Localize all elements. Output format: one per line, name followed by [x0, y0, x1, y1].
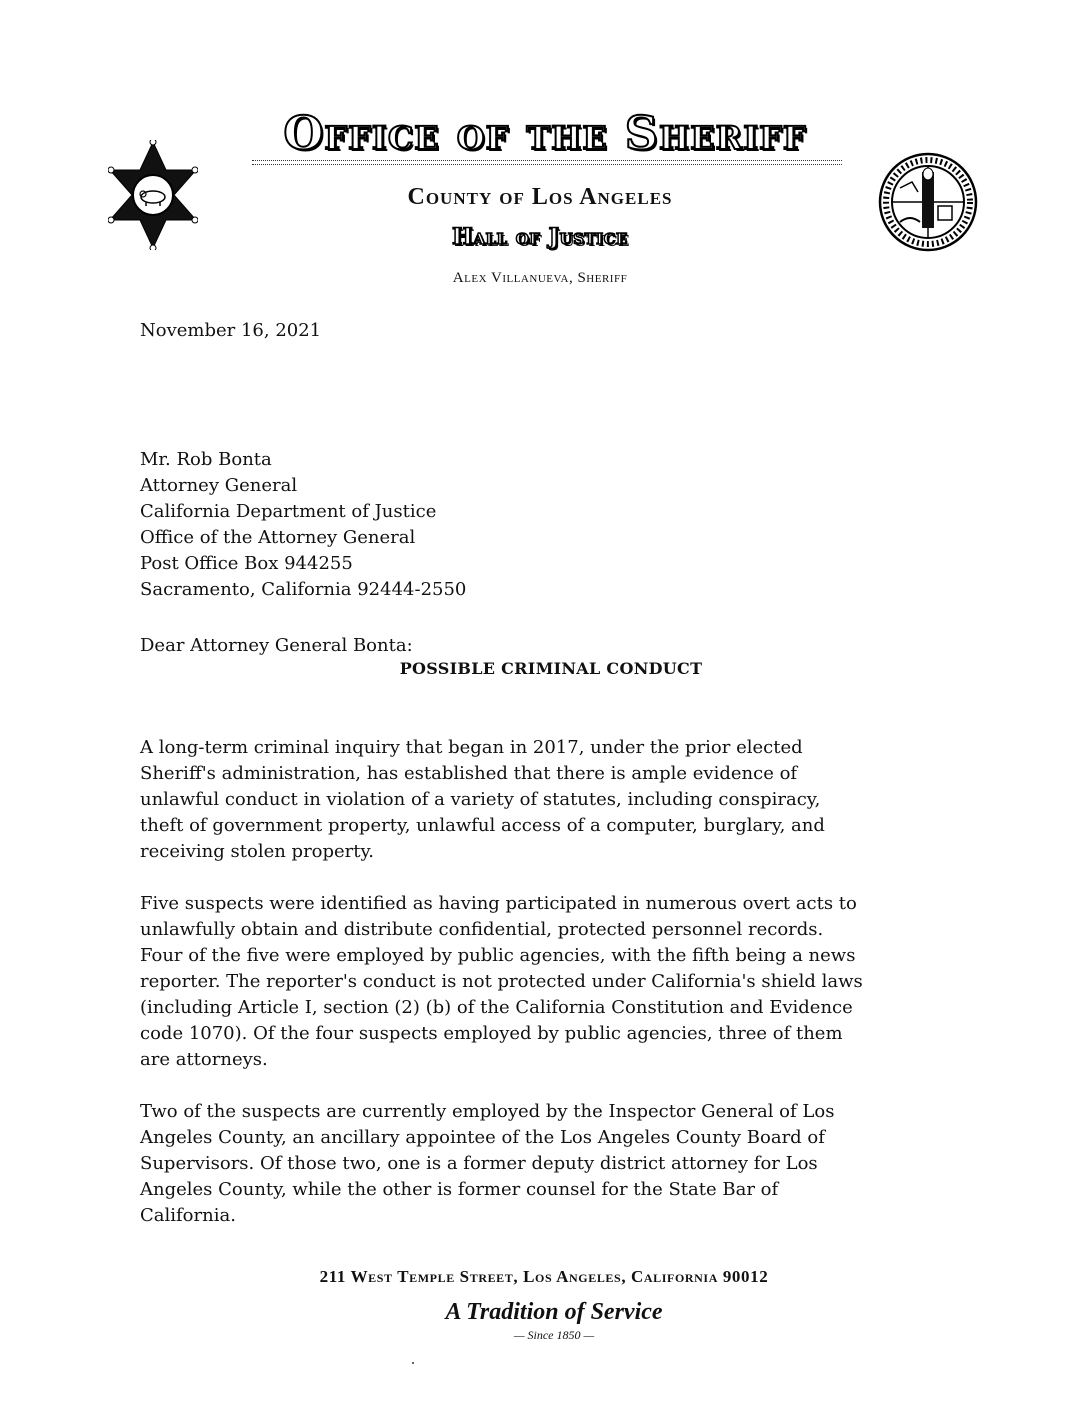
body-paragraph-3 [140, 1099, 950, 1229]
recipient-city-state-zip: Sacramento, California 92444-2550 [140, 579, 467, 600]
building-name: Hall of Justice [452, 224, 628, 250]
footer-motto: A Tradition of Service [445, 1299, 663, 1325]
paragraph-line: theft of government property, unlawful access of a computer, burglary, and [140, 815, 825, 836]
county-seal-icon [878, 152, 978, 252]
paragraph-line: Angeles County, while the other is former counsel for the State Bar of [140, 1179, 779, 1200]
recipient-office: Office of the Attorney General [140, 527, 416, 548]
paragraph-line: Supervisors. Of those two, one is a former deputy district attorney for Los [140, 1153, 818, 1174]
salutation: Dear Attorney General Bonta: [140, 635, 413, 656]
paragraph-line: A long-term criminal inquiry that began in 2017, under the prior elected [140, 737, 803, 758]
paragraph-line: Five suspects were identified as having participated in numerous overt acts to [140, 893, 857, 914]
paragraph-line: (including Article I, section (2) (b) of the California Constitution and Evidence [140, 997, 853, 1018]
paragraph-line: Sheriff's administration, has established that there is ample evidence of [140, 763, 798, 784]
paragraph-line: are attorneys. [140, 1049, 268, 1070]
paragraph-line: code 1070). Of the four suspects employed by public agencies, three of them [140, 1023, 843, 1044]
recipient-name: Mr. Rob Bonta [140, 449, 272, 470]
subject-heading [0, 656, 1088, 682]
recipient-address-block [140, 447, 466, 603]
recipient-title: Attorney General [140, 475, 298, 496]
county-name: County of Los Angeles [407, 184, 673, 210]
title-underline-divider [252, 160, 842, 165]
footer-since: — Since 1850 — [513, 1328, 595, 1342]
paragraph-line: reporter. The reporter's conduct is not protected under California's shield laws [140, 971, 863, 992]
paragraph-line: California. [140, 1205, 236, 1226]
body-paragraph-1 [140, 735, 950, 865]
scan-artifact [412, 1362, 414, 1364]
recipient-po-box: Post Office Box 944255 [140, 553, 353, 574]
recipient-department: California Department of Justice [140, 501, 437, 522]
letter-date: November 16, 2021 [140, 320, 322, 341]
subject-text: POSSIBLE CRIMINAL CONDUCT [399, 659, 703, 678]
paragraph-line: unlawful conduct in violation of a variety of statutes, including conspiracy, [140, 789, 821, 810]
footer-address: 211 West Temple Street, Los Angeles, California 90012 [319, 1267, 769, 1286]
paragraph-line: Four of the five were employed by public agencies, with the fifth being a news [140, 945, 856, 966]
body-paragraph-2 [140, 891, 950, 1073]
paragraph-line: Angeles County, an ancillary appointee of the Los Angeles County Board of [140, 1127, 825, 1148]
paragraph-line: Two of the suspects are currently employed by the Inspector General of Los [140, 1101, 835, 1122]
sheriff-star-badge-icon [108, 140, 198, 250]
letterhead-title: Office of the Sheriff [283, 106, 807, 160]
sheriff-name: Alex Villanueva, Sheriff [452, 270, 628, 286]
paragraph-line: receiving stolen property. [140, 841, 375, 862]
paragraph-line: unlawfully obtain and distribute confidential, protected personnel records. [140, 919, 824, 940]
